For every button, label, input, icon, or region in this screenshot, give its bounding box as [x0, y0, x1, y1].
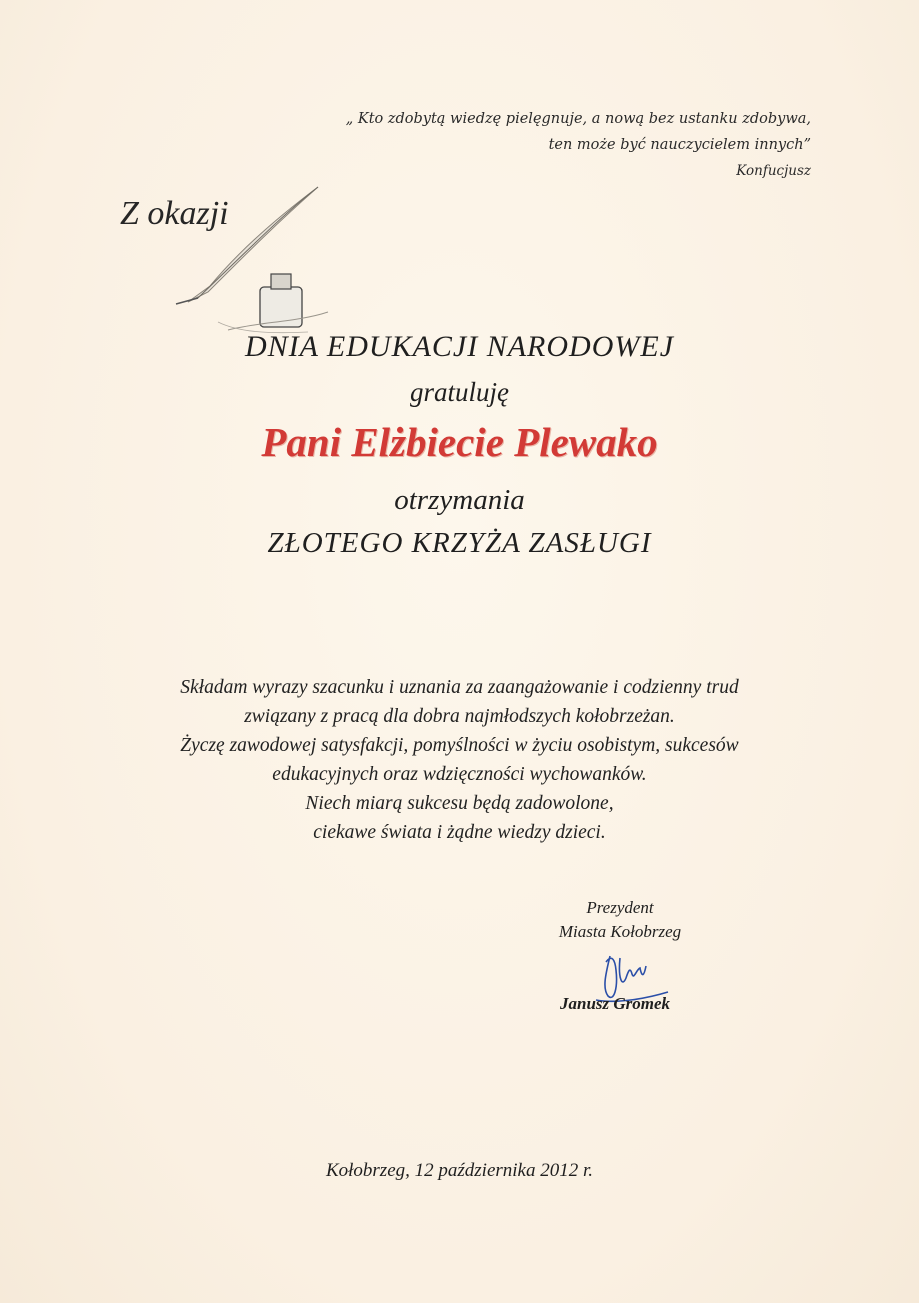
message-line: ciekawe świata i żądne wiedzy dzieci.: [313, 822, 606, 843]
message-line: Niech miarą sukcesu będą zadowolone,: [305, 793, 614, 814]
recipient-name: Pani Elżbiecie Plewako: [261, 419, 658, 465]
epigraph-quote: [346, 106, 811, 184]
signature-title-line-1: Prezydent: [586, 898, 654, 917]
message-body: [0, 673, 919, 847]
award-name: ZŁOTEGO KRZYŻA ZASŁUGI: [267, 527, 652, 559]
message-line: edukacyjnych oraz wdzięczności wychowanków.: [272, 764, 647, 785]
place-and-date: Kołobrzeg, 12 października 2012 r.: [325, 1160, 594, 1181]
holiday-name: DNIA EDUKACJI NARODOWEJ: [244, 330, 675, 363]
message-line: Składam wyrazy szacunku i uznania za zaangażowanie i codzienny trud: [180, 677, 739, 698]
message-line: Życzę zawodowej satysfakcji, pomyślności w życiu osobistym, sukcesów: [180, 735, 739, 756]
occasion-heading: Z okazji: [120, 195, 229, 232]
signatory-name: Janusz Gromek: [560, 994, 671, 1013]
message-line: związany z pracą dla dobra najmłodszych kołobrzeżan.: [244, 706, 675, 727]
quote-author: Konfucjusz: [736, 163, 811, 179]
signature-block: [520, 896, 720, 1013]
receiving-text: otrzymania: [394, 484, 525, 516]
congratulations-text: gratuluję: [410, 377, 509, 407]
quote-line-2: ten może być nauczycielem innych”: [548, 137, 811, 153]
quote-line-1: „ Kto zdobytą wiedzę pielęgnuje, a nową bez ustanku zdobywa,: [345, 111, 811, 127]
signature-title-line-2: Miasta Kołobrzeg: [558, 922, 682, 941]
